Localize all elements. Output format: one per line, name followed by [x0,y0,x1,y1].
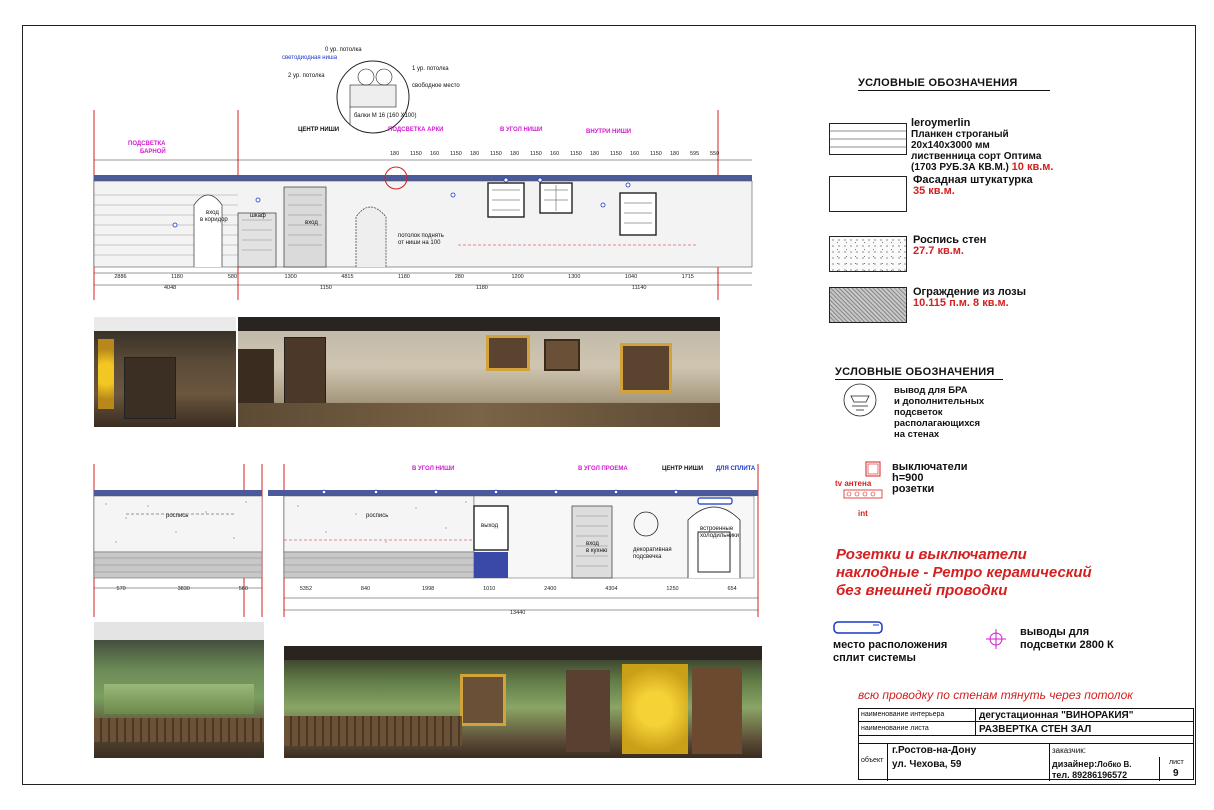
label-painting-left: роспись [166,513,189,519]
dimension-value: 1250 [666,586,679,592]
dimension-row-bottom-1 [94,274,718,282]
note-sockets-retro [836,546,1092,600]
label-entry-corridor-1: вход [206,210,219,216]
legend-painting-area: 27.7 кв.м. [913,245,964,257]
bottom-elevation-drawing [86,462,766,622]
legend-planken-line4: лиственница сорт Оптима [911,151,1042,162]
label-entry: вход [305,220,318,226]
legend-bra-line5: на стенах [894,429,940,440]
callout-beam: балки М 16 (160 Х100) [354,113,417,119]
callout-corner-niche-2: В УГОЛ НИШИ [412,466,455,472]
tb-street: ул. Чехова, 59 [892,759,962,770]
render-photo-main-wall [238,317,720,427]
legend-wicker-text [913,287,1026,309]
render-photo-main-bottom [284,646,762,758]
legend-split-line2: сплит системы [833,652,916,664]
legend-split-text [833,639,947,665]
tb-city: г.Ростов-на-Дону [892,745,977,756]
dimension-value: 1180 [398,274,410,280]
callout-bar-light-2: БАРНОЙ [140,149,166,155]
legend-painting-text [913,235,986,257]
label-built-in-2: холодильники [700,533,740,539]
callout-for-split: ДЛЯ СПЛИТА [716,466,756,472]
dimension-value: 570 [116,586,126,592]
dimension-value: 840 [360,586,371,592]
dimension-value: 180 [390,151,400,157]
label-raise-ceiling-1: потолок поднять [398,233,444,239]
tb-designer-name: Лобко В. [1097,760,1132,769]
render-photo-corridor [94,317,236,427]
legend1-title: УСЛОВНЫЕ ОБОЗНАЧЕНИЯ [858,77,1050,91]
dimension-value: 280 [454,274,464,280]
tb-sheet-no-label: лист [1169,759,1184,766]
dimension-value: 4048 [164,285,177,291]
dimension-value: 1040 [624,274,638,280]
dimension-value: 1150 [490,151,502,157]
legend-plaster-area: 35 кв.м. [913,185,955,197]
dimension-value: 3830 [177,586,190,592]
dimension-value: 580 [227,274,237,280]
dimension-value: 654 [727,586,737,592]
split-system-icon [833,620,885,636]
legend-bra-line3: подсветок [894,407,943,418]
dimension-value: 1010 [483,586,496,592]
dimension-value: 1998 [422,586,435,592]
legend-light-line1: выводы для [1020,626,1090,638]
callout-center-niche: ЦЕНТР НИШИ [298,127,340,133]
legend-switch-text [892,462,968,495]
label-cabinet: шкаф [250,213,266,219]
dimension-value: 550 [710,151,720,157]
tb-object-label: объект [861,757,884,764]
dimension-value: 180 [590,151,600,157]
dimension-value: 1200 [511,274,524,280]
dimension-value: 4304 [605,586,618,592]
callout-ceiling-1: 1 ур. потолка [412,66,449,72]
dimension-value: 160 [430,151,440,157]
dimension-value: 1150 [570,151,582,157]
dimension-value: 1150 [410,151,422,157]
dimension-row-bottom-2 [94,285,718,293]
title-block [858,708,1194,780]
legend-wicker-area: 10.115 п.м. 8 кв.м. [913,297,1009,309]
callout-ceiling-2: 2 ур. потолка [288,73,325,79]
dimension-value: 1150 [320,285,332,291]
legend-switch-line2: h=900 [892,472,924,484]
dimension-value: 2886 [114,274,127,280]
legend-planken-line1: leroymerlin [911,117,971,129]
legend-planken-area: 10 кв.м. [1011,161,1054,173]
callout-inside-niche: ВНУТРИ НИШИ [586,129,632,135]
legend-bra-line1: вывод для БРА [894,385,968,396]
callout-corner-opening: В УГОЛ ПРОЕМА [578,466,628,472]
note-line2: наклодные - Ретро керамический [836,564,1092,581]
dimension-value: 1150 [450,151,462,157]
legend-switch-line3: розетки [892,483,935,495]
tb-interior-label: наименование интерьера [861,711,945,718]
legend-painting-label: Роспись стен [913,234,987,246]
swatch-plaster [829,176,907,212]
swatch-planken [829,123,907,155]
callout-corner-niche: В УГОЛ НИШИ [500,127,543,133]
tb-sheet-no: 9 [1173,768,1179,779]
legend-planken-line3: 20х140х3000 мм [911,140,990,151]
legend-bra-line2: и дополнительных [894,396,985,407]
label-niche-exit: выход [481,523,499,529]
dimension-value: 1300 [568,274,581,280]
legend-planken-text [911,118,1053,173]
legend1-title-box [858,77,1050,91]
tb-sheet-value: РАЗВЕРТКА СТЕН ЗАЛ [979,724,1092,735]
render-photo-mural [94,622,264,758]
label-entry-corridor-2: в коридор [200,217,228,223]
dimension-value: 160 [550,151,560,157]
dimension-value: 11140 [632,285,647,291]
swatch-painting [829,236,907,272]
dimension-value: 560 [238,586,248,592]
callout-bar-light-1: ПОДСВЕТКА [128,141,166,147]
dimension-value: 180 [670,151,680,157]
label-dec-plate-1: декоративная [633,547,672,553]
dimension-value: 180 [470,151,480,157]
dimension-total-lower: 13440 [510,610,526,616]
callout-arch-light: ПОДСВЕТКА АРКИ [388,127,444,133]
legend-tv-label: tv антена [835,479,872,488]
label-raise-ceiling-2: от ниши на 100 [398,240,441,246]
legend-switch-line1: выключатели [892,461,968,473]
dimension-value: 1715 [681,274,694,280]
dimension-row-top [388,151,728,159]
legend-planken-line2: Планкен строганый [911,129,1009,140]
tb-phone: тел. 89286196572 [1052,770,1128,780]
label-dec-plate-2: подсвечка [633,554,662,560]
callout-free-space: свободное место [412,83,460,89]
legend-plaster-text [913,175,1033,197]
dimension-value: 4815 [341,274,354,280]
note-wiring: всю проводку по стенам тянуть через потолок [858,688,1133,702]
dimension-value: 1150 [650,151,662,157]
legend2-title-box [835,366,1003,380]
dimension-value: 595 [690,151,700,157]
note-line3: без внешней проводки [836,582,1008,599]
tb-designer-label: дизайнер: [1052,759,1098,769]
callout-center-niche-2: ЦЕНТР НИШИ [662,466,704,472]
tb-interior-value: дегустационная "ВИНОРАКИЯ" [979,710,1134,721]
legend-planken-line5: (1703 РУБ.ЗА КВ.М.) [911,162,1009,173]
label-built-in-1: встроенные [700,526,734,532]
callout-ceiling-0: 0 ур. потолка [325,47,362,53]
dimension-value: 1180 [476,285,488,291]
dimension-row-lower [94,586,766,594]
note-line1: Розетки и выключатели [836,546,1027,563]
label-entry-kitchen-2: в кухню [586,548,608,554]
callout-led-niche: светодиодная ниша [282,55,338,61]
dimension-value: 2400 [544,586,557,592]
legend-plaster-label: Фасадная штукатурка [913,174,1033,186]
legend-split-line1: место расположения [833,639,948,651]
dimension-value: 160 [630,151,640,157]
dimension-value: 180 [510,151,520,157]
label-entry-kitchen-1: вход [586,541,599,547]
legend-bra-text [894,385,984,440]
legend-bra-line4: располагающихся [894,418,981,429]
tb-customer-label: заказчик: [1052,746,1086,755]
dimension-value: 1150 [610,151,622,157]
dimension-value: 1180 [171,274,183,280]
light-outlet-icon [985,628,1007,650]
tb-sheet-label: наименование листа [861,725,929,732]
legend-wicker-label: Ограждение из лозы [913,286,1027,298]
dimension-value: 1150 [530,151,542,157]
legend-light-text [1020,626,1114,652]
bra-outlet-icon [842,382,878,418]
dimension-value: 1300 [284,274,297,280]
tb-designer [1052,759,1132,769]
label-painting-main: роспись [366,513,389,519]
swatch-wicker [829,287,907,323]
legend-light-line2: подсветки 2800 К [1020,639,1114,651]
legend2-title: УСЛОВНЫЕ ОБОЗНАЧЕНИЯ [835,366,1003,380]
legend-int-label: int [858,509,868,518]
dimension-value: 5352 [299,586,313,592]
